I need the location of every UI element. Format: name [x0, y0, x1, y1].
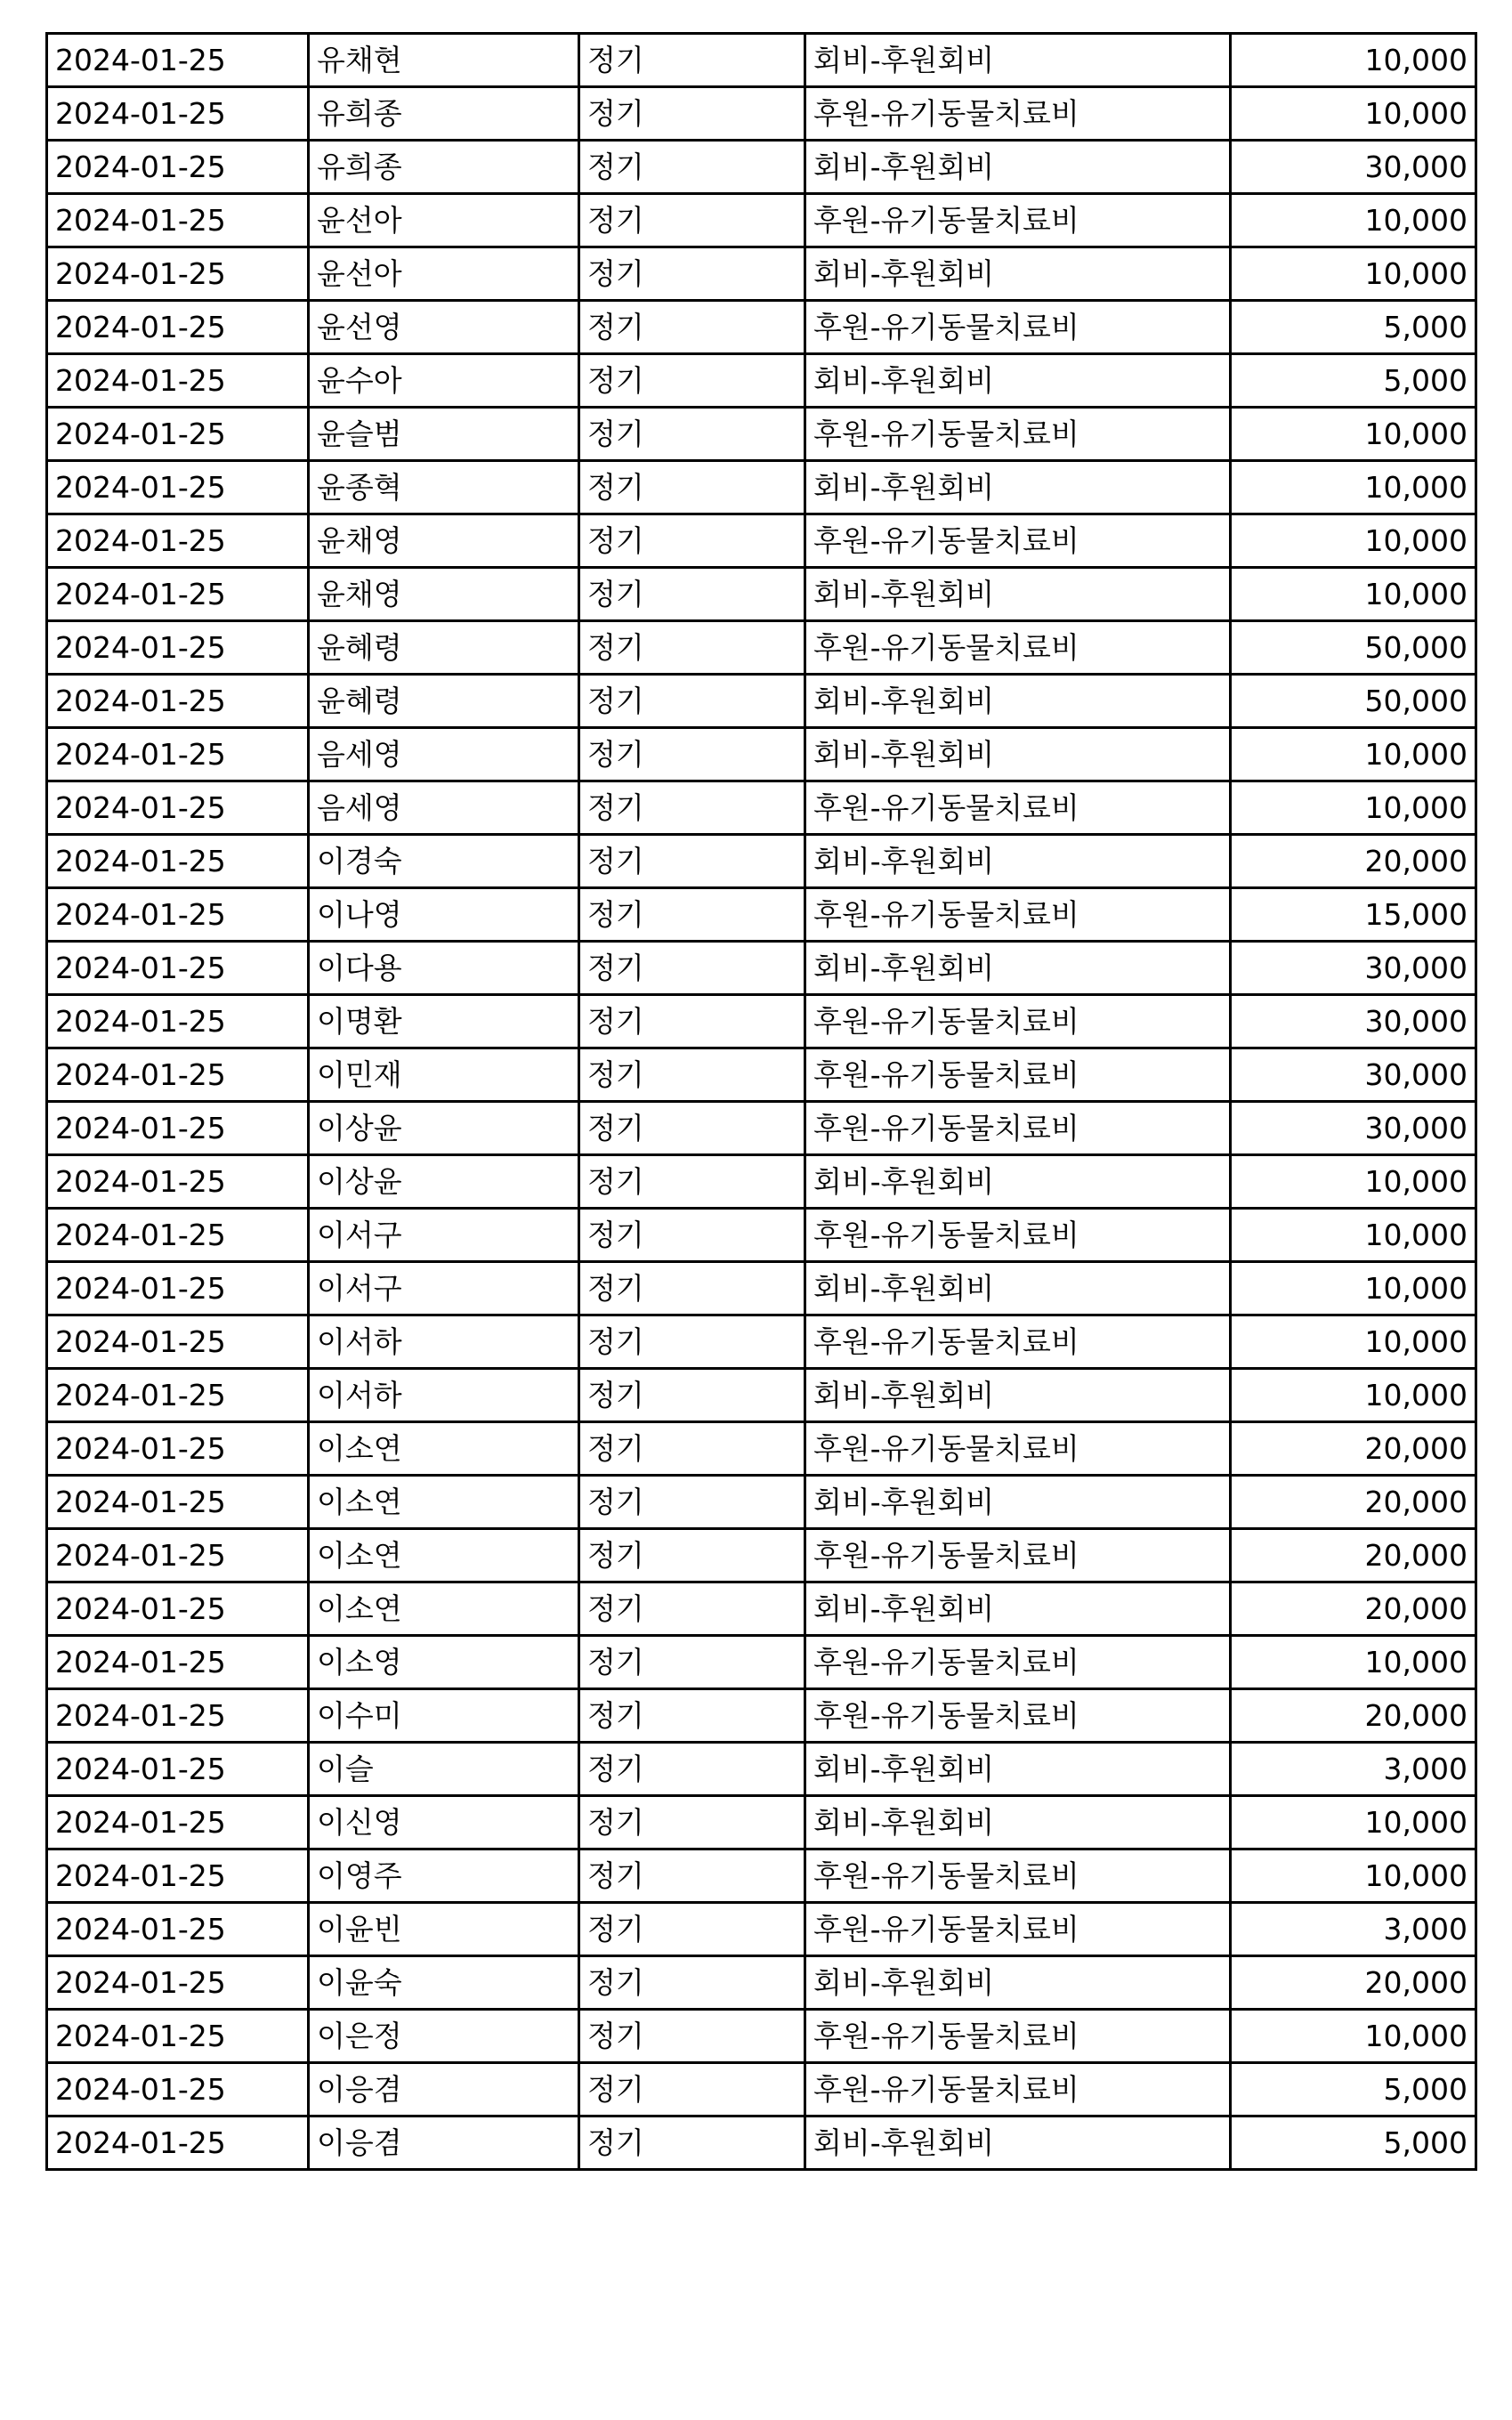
donor-name-cell: 윤선영 — [309, 301, 579, 354]
date-cell: 2024-01-25 — [47, 514, 309, 568]
amount-cell: 20,000 — [1231, 1689, 1476, 1743]
donor-name-cell: 이신영 — [309, 1796, 579, 1849]
donor-name-cell: 유채현 — [309, 34, 579, 87]
donor-name-cell: 이서하 — [309, 1315, 579, 1369]
donor-name-cell: 윤종혁 — [309, 461, 579, 514]
table-row — [47, 995, 1476, 1048]
table-row — [47, 2116, 1476, 2170]
amount-cell: 5,000 — [1231, 2116, 1476, 2170]
donor-name-cell: 이나영 — [309, 888, 579, 942]
donor-name-cell: 이소연 — [309, 1422, 579, 1476]
payment-type-cell: 정기 — [579, 1956, 805, 2010]
table-row — [47, 1636, 1476, 1689]
table-row — [47, 1155, 1476, 1209]
table-row — [47, 1102, 1476, 1155]
amount-cell: 3,000 — [1231, 1743, 1476, 1796]
payment-type-cell: 정기 — [579, 1903, 805, 1956]
table-row — [47, 1903, 1476, 1956]
category-cell: 후원-유기동물치료비 — [805, 888, 1231, 942]
category-cell: 회비-후원회비 — [805, 2116, 1231, 2170]
amount-cell: 15,000 — [1231, 888, 1476, 942]
donor-name-cell: 이응겸 — [309, 2116, 579, 2170]
donor-name-cell: 이상윤 — [309, 1155, 579, 1209]
date-cell: 2024-01-25 — [47, 461, 309, 514]
payment-type-cell: 정기 — [579, 1636, 805, 1689]
payment-type-cell: 정기 — [579, 1209, 805, 1262]
payment-type-cell: 정기 — [579, 1102, 805, 1155]
donor-name-cell: 이소연 — [309, 1529, 579, 1582]
category-cell: 후원-유기동물치료비 — [805, 1422, 1231, 1476]
table-row — [47, 408, 1476, 461]
amount-cell: 3,000 — [1231, 1903, 1476, 1956]
category-cell: 후원-유기동물치료비 — [805, 781, 1231, 835]
donor-name-cell: 이다용 — [309, 942, 579, 995]
date-cell: 2024-01-25 — [47, 1048, 309, 1102]
donor-name-cell: 윤혜령 — [309, 621, 579, 675]
table-row — [47, 1796, 1476, 1849]
amount-cell: 50,000 — [1231, 621, 1476, 675]
amount-cell: 10,000 — [1231, 34, 1476, 87]
amount-cell: 20,000 — [1231, 1956, 1476, 2010]
category-cell: 회비-후원회비 — [805, 835, 1231, 888]
category-cell: 후원-유기동물치료비 — [805, 301, 1231, 354]
payment-type-cell: 정기 — [579, 1369, 805, 1422]
table-row — [47, 728, 1476, 781]
table-row — [47, 621, 1476, 675]
table-row — [47, 1956, 1476, 2010]
donor-name-cell: 음세영 — [309, 781, 579, 835]
table-row — [47, 1582, 1476, 1636]
donor-name-cell: 이상윤 — [309, 1102, 579, 1155]
date-cell: 2024-01-25 — [47, 194, 309, 247]
payment-type-cell: 정기 — [579, 1689, 805, 1743]
donor-name-cell: 이윤숙 — [309, 1956, 579, 2010]
payment-type-cell: 정기 — [579, 1155, 805, 1209]
donor-name-cell: 윤선아 — [309, 247, 579, 301]
table-row — [47, 2063, 1476, 2116]
table-row — [47, 354, 1476, 408]
date-cell: 2024-01-25 — [47, 1315, 309, 1369]
category-cell: 후원-유기동물치료비 — [805, 621, 1231, 675]
category-cell: 후원-유기동물치료비 — [805, 1102, 1231, 1155]
date-cell: 2024-01-25 — [47, 247, 309, 301]
date-cell: 2024-01-25 — [47, 1155, 309, 1209]
payment-type-cell: 정기 — [579, 942, 805, 995]
donor-name-cell: 이수미 — [309, 1689, 579, 1743]
donor-name-cell: 이서하 — [309, 1369, 579, 1422]
payment-type-cell: 정기 — [579, 2063, 805, 2116]
table-row — [47, 34, 1476, 87]
amount-cell: 10,000 — [1231, 1262, 1476, 1315]
amount-cell: 5,000 — [1231, 2063, 1476, 2116]
table-row — [47, 1315, 1476, 1369]
amount-cell: 10,000 — [1231, 514, 1476, 568]
payment-type-cell: 정기 — [579, 194, 805, 247]
amount-cell: 10,000 — [1231, 2010, 1476, 2063]
table-row — [47, 194, 1476, 247]
donor-name-cell: 윤혜령 — [309, 675, 579, 728]
amount-cell: 20,000 — [1231, 1529, 1476, 1582]
date-cell: 2024-01-25 — [47, 1102, 309, 1155]
donor-name-cell: 윤채영 — [309, 568, 579, 621]
amount-cell: 20,000 — [1231, 1422, 1476, 1476]
payment-type-cell: 정기 — [579, 461, 805, 514]
table-row — [47, 675, 1476, 728]
payment-type-cell: 정기 — [579, 2010, 805, 2063]
donor-name-cell: 이슬 — [309, 1743, 579, 1796]
payment-type-cell: 정기 — [579, 1315, 805, 1369]
category-cell: 회비-후원회비 — [805, 1956, 1231, 2010]
category-cell: 회비-후원회비 — [805, 675, 1231, 728]
amount-cell: 10,000 — [1231, 1636, 1476, 1689]
payment-type-cell: 정기 — [579, 621, 805, 675]
amount-cell: 10,000 — [1231, 1369, 1476, 1422]
table-row — [47, 247, 1476, 301]
payment-type-cell: 정기 — [579, 1262, 805, 1315]
category-cell: 후원-유기동물치료비 — [805, 1529, 1231, 1582]
payment-type-cell: 정기 — [579, 2116, 805, 2170]
donor-name-cell: 이경숙 — [309, 835, 579, 888]
table-row — [47, 942, 1476, 995]
amount-cell: 10,000 — [1231, 1849, 1476, 1903]
amount-cell: 10,000 — [1231, 461, 1476, 514]
category-cell: 회비-후원회비 — [805, 354, 1231, 408]
payment-type-cell: 정기 — [579, 781, 805, 835]
table-row — [47, 888, 1476, 942]
table-row — [47, 301, 1476, 354]
donor-name-cell: 이소영 — [309, 1636, 579, 1689]
date-cell: 2024-01-25 — [47, 141, 309, 194]
amount-cell: 10,000 — [1231, 194, 1476, 247]
category-cell: 후원-유기동물치료비 — [805, 1209, 1231, 1262]
date-cell: 2024-01-25 — [47, 1582, 309, 1636]
payment-type-cell: 정기 — [579, 1796, 805, 1849]
table-row — [47, 2010, 1476, 2063]
donor-name-cell: 윤슬범 — [309, 408, 579, 461]
payment-type-cell: 정기 — [579, 1529, 805, 1582]
amount-cell: 10,000 — [1231, 87, 1476, 141]
date-cell: 2024-01-25 — [47, 675, 309, 728]
payment-type-cell: 정기 — [579, 888, 805, 942]
date-cell: 2024-01-25 — [47, 621, 309, 675]
table-row — [47, 1422, 1476, 1476]
table-row — [47, 461, 1476, 514]
category-cell: 후원-유기동물치료비 — [805, 1689, 1231, 1743]
date-cell: 2024-01-25 — [47, 2116, 309, 2170]
payment-type-cell: 정기 — [579, 1048, 805, 1102]
category-cell: 회비-후원회비 — [805, 247, 1231, 301]
payment-type-cell: 정기 — [579, 1582, 805, 1636]
payment-type-cell: 정기 — [579, 1476, 805, 1529]
table-row — [47, 1209, 1476, 1262]
date-cell: 2024-01-25 — [47, 888, 309, 942]
date-cell: 2024-01-25 — [47, 1209, 309, 1262]
amount-cell: 10,000 — [1231, 408, 1476, 461]
payment-type-cell: 정기 — [579, 87, 805, 141]
category-cell: 회비-후원회비 — [805, 942, 1231, 995]
table-row — [47, 1262, 1476, 1315]
table-row — [47, 1048, 1476, 1102]
category-cell: 회비-후원회비 — [805, 34, 1231, 87]
table-row — [47, 1689, 1476, 1743]
table-row — [47, 781, 1476, 835]
amount-cell: 30,000 — [1231, 141, 1476, 194]
payment-type-cell: 정기 — [579, 354, 805, 408]
category-cell: 회비-후원회비 — [805, 461, 1231, 514]
date-cell: 2024-01-25 — [47, 1743, 309, 1796]
donor-name-cell: 이민재 — [309, 1048, 579, 1102]
date-cell: 2024-01-25 — [47, 835, 309, 888]
donor-name-cell: 이윤빈 — [309, 1903, 579, 1956]
donor-name-cell: 이소연 — [309, 1476, 579, 1529]
date-cell: 2024-01-25 — [47, 942, 309, 995]
amount-cell: 10,000 — [1231, 247, 1476, 301]
amount-cell: 30,000 — [1231, 995, 1476, 1048]
category-cell: 회비-후원회비 — [805, 1743, 1231, 1796]
amount-cell: 50,000 — [1231, 675, 1476, 728]
payment-type-cell: 정기 — [579, 141, 805, 194]
payment-type-cell: 정기 — [579, 34, 805, 87]
table-row — [47, 1369, 1476, 1422]
donor-name-cell: 유희종 — [309, 87, 579, 141]
date-cell: 2024-01-25 — [47, 781, 309, 835]
category-cell: 회비-후원회비 — [805, 1582, 1231, 1636]
table-row — [47, 514, 1476, 568]
amount-cell: 10,000 — [1231, 1209, 1476, 1262]
donor-name-cell: 윤수아 — [309, 354, 579, 408]
category-cell: 회비-후원회비 — [805, 141, 1231, 194]
amount-cell: 10,000 — [1231, 1796, 1476, 1849]
date-cell: 2024-01-25 — [47, 995, 309, 1048]
date-cell: 2024-01-25 — [47, 1476, 309, 1529]
date-cell: 2024-01-25 — [47, 301, 309, 354]
donor-name-cell: 음세영 — [309, 728, 579, 781]
table-row — [47, 1476, 1476, 1529]
amount-cell: 5,000 — [1231, 301, 1476, 354]
donor-name-cell: 이서구 — [309, 1262, 579, 1315]
date-cell: 2024-01-25 — [47, 2010, 309, 2063]
table-row — [47, 1743, 1476, 1796]
category-cell: 회비-후원회비 — [805, 1476, 1231, 1529]
category-cell: 회비-후원회비 — [805, 1155, 1231, 1209]
donor-name-cell: 이명환 — [309, 995, 579, 1048]
date-cell: 2024-01-25 — [47, 1636, 309, 1689]
category-cell: 후원-유기동물치료비 — [805, 2010, 1231, 2063]
date-cell: 2024-01-25 — [47, 1422, 309, 1476]
table-row — [47, 835, 1476, 888]
table-row — [47, 87, 1476, 141]
payment-type-cell: 정기 — [579, 1422, 805, 1476]
amount-cell: 10,000 — [1231, 781, 1476, 835]
category-cell: 후원-유기동물치료비 — [805, 995, 1231, 1048]
table-row — [47, 141, 1476, 194]
payment-type-cell: 정기 — [579, 1849, 805, 1903]
date-cell: 2024-01-25 — [47, 408, 309, 461]
payment-type-cell: 정기 — [579, 568, 805, 621]
donor-name-cell: 유희종 — [309, 141, 579, 194]
amount-cell: 30,000 — [1231, 1102, 1476, 1155]
donor-name-cell: 윤선아 — [309, 194, 579, 247]
payment-type-cell: 정기 — [579, 995, 805, 1048]
donation-ledger-table — [45, 32, 1477, 2171]
date-cell: 2024-01-25 — [47, 568, 309, 621]
category-cell: 후원-유기동물치료비 — [805, 1636, 1231, 1689]
category-cell: 후원-유기동물치료비 — [805, 194, 1231, 247]
date-cell: 2024-01-25 — [47, 1956, 309, 2010]
category-cell: 회비-후원회비 — [805, 728, 1231, 781]
category-cell: 회비-후원회비 — [805, 1796, 1231, 1849]
amount-cell: 30,000 — [1231, 942, 1476, 995]
amount-cell: 20,000 — [1231, 1582, 1476, 1636]
table-row — [47, 1849, 1476, 1903]
category-cell: 후원-유기동물치료비 — [805, 87, 1231, 141]
date-cell: 2024-01-25 — [47, 87, 309, 141]
date-cell: 2024-01-25 — [47, 1903, 309, 1956]
donor-name-cell: 이서구 — [309, 1209, 579, 1262]
amount-cell: 20,000 — [1231, 835, 1476, 888]
table-row — [47, 568, 1476, 621]
payment-type-cell: 정기 — [579, 728, 805, 781]
date-cell: 2024-01-25 — [47, 1529, 309, 1582]
table-row — [47, 1529, 1476, 1582]
category-cell: 회비-후원회비 — [805, 568, 1231, 621]
date-cell: 2024-01-25 — [47, 1849, 309, 1903]
amount-cell: 10,000 — [1231, 568, 1476, 621]
category-cell: 회비-후원회비 — [805, 1369, 1231, 1422]
category-cell: 후원-유기동물치료비 — [805, 514, 1231, 568]
category-cell: 후원-유기동물치료비 — [805, 1903, 1231, 1956]
category-cell: 후원-유기동물치료비 — [805, 2063, 1231, 2116]
donor-name-cell: 이응겸 — [309, 2063, 579, 2116]
donor-name-cell: 이은정 — [309, 2010, 579, 2063]
payment-type-cell: 정기 — [579, 247, 805, 301]
amount-cell: 10,000 — [1231, 728, 1476, 781]
payment-type-cell: 정기 — [579, 675, 805, 728]
payment-type-cell: 정기 — [579, 301, 805, 354]
date-cell: 2024-01-25 — [47, 1689, 309, 1743]
date-cell: 2024-01-25 — [47, 354, 309, 408]
category-cell: 후원-유기동물치료비 — [805, 1849, 1231, 1903]
date-cell: 2024-01-25 — [47, 34, 309, 87]
payment-type-cell: 정기 — [579, 514, 805, 568]
payment-type-cell: 정기 — [579, 1743, 805, 1796]
payment-type-cell: 정기 — [579, 835, 805, 888]
category-cell: 후원-유기동물치료비 — [805, 408, 1231, 461]
amount-cell: 10,000 — [1231, 1155, 1476, 1209]
donor-name-cell: 이소연 — [309, 1582, 579, 1636]
date-cell: 2024-01-25 — [47, 1796, 309, 1849]
date-cell: 2024-01-25 — [47, 1369, 309, 1422]
donor-name-cell: 이영주 — [309, 1849, 579, 1903]
amount-cell: 30,000 — [1231, 1048, 1476, 1102]
payment-type-cell: 정기 — [579, 408, 805, 461]
category-cell: 회비-후원회비 — [805, 1262, 1231, 1315]
ledger-body — [47, 34, 1476, 2170]
amount-cell: 20,000 — [1231, 1476, 1476, 1529]
category-cell: 후원-유기동물치료비 — [805, 1315, 1231, 1369]
category-cell: 후원-유기동물치료비 — [805, 1048, 1231, 1102]
date-cell: 2024-01-25 — [47, 1262, 309, 1315]
amount-cell: 5,000 — [1231, 354, 1476, 408]
donor-name-cell: 윤채영 — [309, 514, 579, 568]
date-cell: 2024-01-25 — [47, 2063, 309, 2116]
date-cell: 2024-01-25 — [47, 728, 309, 781]
amount-cell: 10,000 — [1231, 1315, 1476, 1369]
